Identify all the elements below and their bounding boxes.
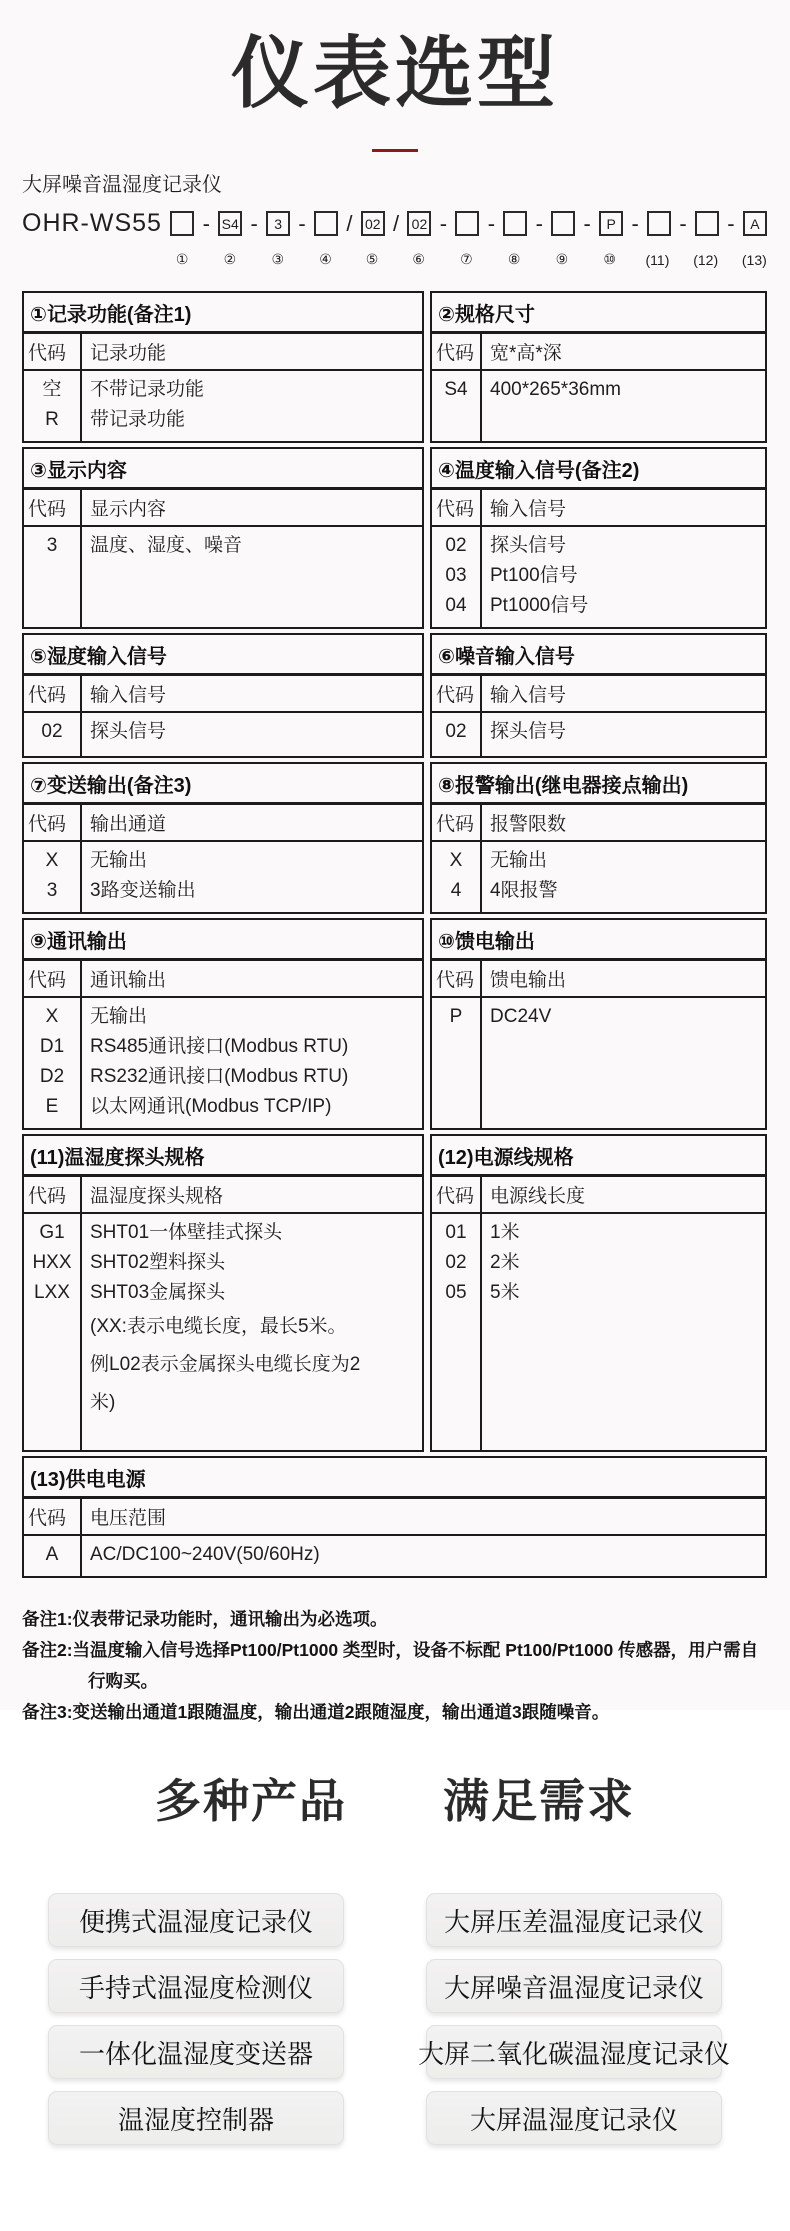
section-communication-output [22, 918, 424, 1130]
section-number: (13) [30, 1469, 66, 1492]
model-separator: - [535, 210, 543, 236]
model-separator: - [583, 210, 591, 236]
column-header-desc: 通讯输出 [90, 970, 167, 992]
column-header-code: 代码 [24, 334, 82, 369]
model-separator: / [346, 210, 353, 236]
section-number: ② [438, 304, 455, 327]
section-title-text: 记录功能(备注1) [46, 304, 192, 327]
code-value: D2 [39, 1066, 65, 1088]
section-power-cord-spec [430, 1134, 767, 1452]
index-label-12: (12) [693, 251, 719, 268]
desc-value: 5米 [490, 1282, 520, 1304]
code-column [432, 842, 482, 912]
column-header-code: 代码 [432, 1177, 482, 1212]
model-box-6: 02 [407, 211, 431, 236]
column-header-desc: 输入信号 [490, 685, 567, 707]
column-header-desc: 电压范围 [90, 1508, 167, 1530]
code-column [432, 527, 482, 627]
code-value: 02 [445, 535, 467, 557]
section-record-function [22, 291, 424, 443]
desc-column [82, 1536, 765, 1576]
desc-value: 不带记录功能 [90, 379, 205, 401]
footnote-1: 备注1:仪表带记录功能时，通讯输出为必选项。 [22, 1609, 388, 1630]
column-header-code: 代码 [432, 490, 482, 525]
model-separator: - [439, 210, 448, 236]
product-button-portable-recorder[interactable]: 便携式温湿度记录仪 [48, 1893, 344, 1947]
desc-column [82, 371, 422, 441]
section-title-text: 湿度输入信号 [46, 646, 167, 669]
column-header-desc: 显示内容 [90, 499, 167, 521]
product-buttons [48, 1893, 790, 2145]
index-label-10: ⑩ [603, 251, 616, 268]
index-label-1: ① [175, 251, 189, 268]
model-box-8 [503, 211, 527, 236]
code-value: D1 [39, 1036, 65, 1058]
code-value: X [45, 850, 59, 872]
code-column [24, 527, 82, 627]
index-label-11: (11) [645, 251, 670, 268]
product-button-pressure-diff-recorder[interactable]: 大屏压差温湿度记录仪 [426, 1893, 722, 1947]
footnote-3: 备注3:变送输出通道1跟随温度，输出通道2跟随湿度，输出通道3跟随噪音。 [22, 1702, 610, 1723]
desc-value: AC/DC100~240V(50/60Hz) [90, 1544, 320, 1566]
product-subtitle: 大屏噪音温湿度记录仪 [22, 174, 222, 197]
index-label-5: ⑤ [365, 251, 379, 268]
section-number: ⑨ [30, 931, 47, 954]
section-number: (12) [438, 1147, 474, 1170]
spec-tables [22, 291, 768, 1578]
column-header-desc: 记录功能 [90, 343, 167, 365]
footnote-2: 备注2:当温度输入信号选择Pt100/Pt1000 类型时，设备不标配 Pt100/Pt1000 传感器，用户需自行购买。 [22, 1640, 759, 1692]
desc-value: SHT03金属探头 [90, 1282, 226, 1304]
code-value: G1 [39, 1222, 65, 1244]
section-feed-power-output [430, 918, 767, 1130]
model-separator: - [202, 210, 210, 236]
desc-column [82, 527, 422, 627]
section-humidity-input [22, 633, 424, 758]
model-separator: - [727, 210, 735, 236]
model-box-11 [647, 211, 671, 236]
section-number: ⑩ [438, 931, 455, 954]
desc-value: 温度、湿度、噪音 [90, 535, 243, 557]
section-transmit-output [22, 762, 424, 914]
column-header-code: 代码 [24, 676, 82, 711]
desc-column [482, 371, 765, 441]
desc-column [82, 713, 422, 756]
code-column [24, 842, 82, 912]
section-title-text: 通讯输出 [46, 931, 127, 954]
related-products-section [0, 1710, 790, 2231]
desc-value: RS485通讯接口(Modbus RTU) [90, 1036, 349, 1058]
index-label-4: ④ [319, 251, 332, 268]
code-value: E [45, 1096, 59, 1118]
desc-column [482, 998, 765, 1128]
code-value: S4 [444, 379, 468, 401]
column-header-code: 代码 [432, 334, 482, 369]
model-box-2: S4 [218, 211, 242, 236]
product-button-integrated-transmitter[interactable]: 一体化温湿度变送器 [48, 2025, 344, 2079]
desc-value: 4限报警 [490, 880, 558, 902]
section-number: ③ [30, 460, 47, 483]
code-column [24, 998, 82, 1128]
desc-value: 以太网通讯(Modbus TCP/IP) [90, 1096, 332, 1118]
column-header-code: 代码 [24, 490, 82, 525]
code-value: 02 [445, 1252, 467, 1274]
column-header-code: 代码 [432, 805, 482, 840]
desc-column [482, 527, 765, 627]
code-column [24, 1214, 82, 1450]
code-value: X [45, 1006, 59, 1028]
section-probe-spec [22, 1134, 424, 1452]
desc-value: Pt1000信号 [490, 595, 589, 617]
section-title-text: 电源线规格 [473, 1147, 574, 1170]
desc-column [482, 1214, 765, 1450]
index-label-3: ③ [271, 251, 284, 268]
code-column [432, 998, 482, 1128]
desc-value: 无输出 [490, 850, 548, 872]
title-divider [372, 149, 418, 152]
desc-value: RS232通讯接口(Modbus RTU) [90, 1066, 349, 1088]
code-value: LXX [34, 1282, 70, 1304]
code-column [24, 713, 82, 756]
section-alarm-output [430, 762, 767, 914]
desc-value: 探头信号 [90, 721, 167, 743]
index-label-7: ⑦ [460, 251, 473, 268]
section-number: (11) [30, 1147, 65, 1170]
section-title-text: 报警输出(继电器接点输出) [454, 775, 689, 798]
column-header-desc: 输入信号 [90, 685, 167, 707]
code-value: 04 [445, 595, 467, 617]
column-header-desc: 宽*高*深 [490, 343, 562, 365]
section-number: ① [30, 304, 47, 327]
model-box-1 [170, 211, 194, 236]
model-box-9 [551, 211, 575, 236]
section-title-text: 变送输出(备注3) [46, 775, 192, 798]
section-title-text: 温湿度探头规格 [64, 1147, 205, 1170]
code-value: 3 [46, 535, 58, 557]
product-button-handheld-detector[interactable]: 手持式温湿度检测仪 [48, 1959, 344, 2013]
desc-column [482, 842, 765, 912]
desc-value: 带记录功能 [90, 409, 186, 431]
index-label-13: (13) [741, 251, 767, 268]
code-value: 02 [445, 721, 467, 743]
code-column [432, 1214, 482, 1450]
desc-value: SHT02塑料探头 [90, 1252, 226, 1274]
model-box-5: 02 [361, 211, 385, 236]
section-dimensions [430, 291, 767, 443]
model-box-7 [455, 211, 479, 236]
model-separator: - [298, 210, 306, 236]
code-value: 3 [46, 880, 58, 902]
code-value: A [45, 1544, 59, 1566]
index-label-2: ② [223, 251, 237, 268]
column-header-desc: 电源线长度 [490, 1186, 586, 1208]
desc-value: 1米 [490, 1222, 520, 1244]
model-prefix: OHR-WS55 [22, 209, 162, 238]
code-column [24, 1536, 82, 1576]
code-value: 05 [445, 1282, 467, 1304]
section-number: ⑦ [30, 775, 47, 798]
model-box-12 [695, 211, 719, 236]
column-header-desc: 输出通道 [90, 814, 167, 836]
desc-value: 3路变送输出 [90, 880, 196, 902]
model-box-4 [314, 211, 338, 236]
desc-value: DC24V [490, 1006, 552, 1028]
code-column [432, 713, 482, 756]
desc-column [82, 842, 422, 912]
section-number: ⑧ [438, 775, 455, 798]
section-title-text: 供电电源 [65, 1469, 146, 1492]
column-header-code: 代码 [432, 961, 482, 996]
model-box-3: 3 [266, 211, 290, 236]
probe-cable-note: (XX:表示电缆长度，最长5米。例L02表示金属探头电缆长度为2米) [90, 1316, 361, 1414]
section-number: ④ [438, 460, 455, 483]
code-value: 01 [445, 1222, 467, 1244]
section-noise-input [430, 633, 767, 758]
model-code-row [22, 209, 767, 238]
model-separator: - [487, 210, 496, 236]
page-title: 仪表选型 [230, 29, 559, 117]
model-box-10: P [599, 211, 623, 236]
section-title-text: 噪音输入信号 [454, 646, 575, 669]
product-button-large-screen-recorder[interactable]: 大屏温湿度记录仪 [426, 2091, 722, 2145]
model-index-row [22, 245, 767, 274]
desc-value: 探头信号 [490, 535, 567, 557]
code-value: 4 [450, 880, 462, 902]
index-label-8: ⑧ [507, 251, 521, 268]
desc-value: 无输出 [90, 850, 148, 872]
code-value: HXX [32, 1252, 72, 1274]
column-header-desc: 输入信号 [490, 499, 567, 521]
section-temperature-input [430, 447, 767, 629]
model-separator: - [679, 210, 687, 236]
code-value: 02 [41, 721, 63, 743]
desc-value: Pt100信号 [490, 565, 578, 587]
desc-column [82, 998, 422, 1128]
column-header-code: 代码 [24, 961, 82, 996]
column-header-desc: 馈电输出 [490, 970, 567, 992]
code-column [24, 371, 82, 441]
code-value: 03 [445, 565, 467, 587]
section-title-text: 温度输入信号(备注2) [454, 460, 640, 483]
column-header-code: 代码 [24, 805, 82, 840]
column-header-code: 代码 [24, 1177, 82, 1212]
column-header-desc: 报警限数 [490, 814, 567, 836]
code-value: P [449, 1006, 463, 1028]
code-column [432, 371, 482, 441]
section-number: ⑥ [438, 646, 455, 669]
desc-value: SHT01一体壁挂式探头 [90, 1222, 283, 1244]
index-label-6: ⑥ [412, 251, 425, 268]
model-separator: / [393, 210, 400, 236]
section-title-text: 规格尺寸 [454, 304, 535, 327]
product-button-controller[interactable]: 温湿度控制器 [48, 2091, 344, 2145]
model-box-13: A [743, 211, 767, 236]
column-header-desc: 温湿度探头规格 [90, 1186, 224, 1208]
desc-value: 400*265*36mm [490, 379, 621, 401]
column-header-code: 代码 [432, 676, 482, 711]
desc-value: 无输出 [90, 1006, 148, 1028]
model-separator: - [631, 210, 639, 236]
code-value: R [45, 409, 59, 431]
desc-column [82, 1214, 422, 1450]
product-button-noise-recorder[interactable]: 大屏噪音温湿度记录仪 [426, 1959, 722, 2013]
code-value: X [449, 850, 463, 872]
desc-column [482, 713, 765, 756]
products-heading: 多种产品 满足需求 [155, 1775, 635, 1827]
column-header-code: 代码 [24, 1499, 82, 1534]
section-number: ⑤ [30, 646, 47, 669]
section-display-content [22, 447, 424, 629]
desc-value: 探头信号 [490, 721, 567, 743]
section-title-text: 馈电输出 [454, 931, 535, 954]
section-title-text: 显示内容 [46, 460, 127, 483]
code-value: 空 [42, 379, 62, 401]
model-separator: - [250, 210, 258, 236]
desc-value: 2米 [490, 1252, 520, 1274]
product-button-co2-recorder[interactable]: 大屏二氧化碳温湿度记录仪 [426, 2025, 722, 2079]
index-label-9: ⑨ [555, 251, 569, 268]
section-power-supply [22, 1456, 767, 1578]
